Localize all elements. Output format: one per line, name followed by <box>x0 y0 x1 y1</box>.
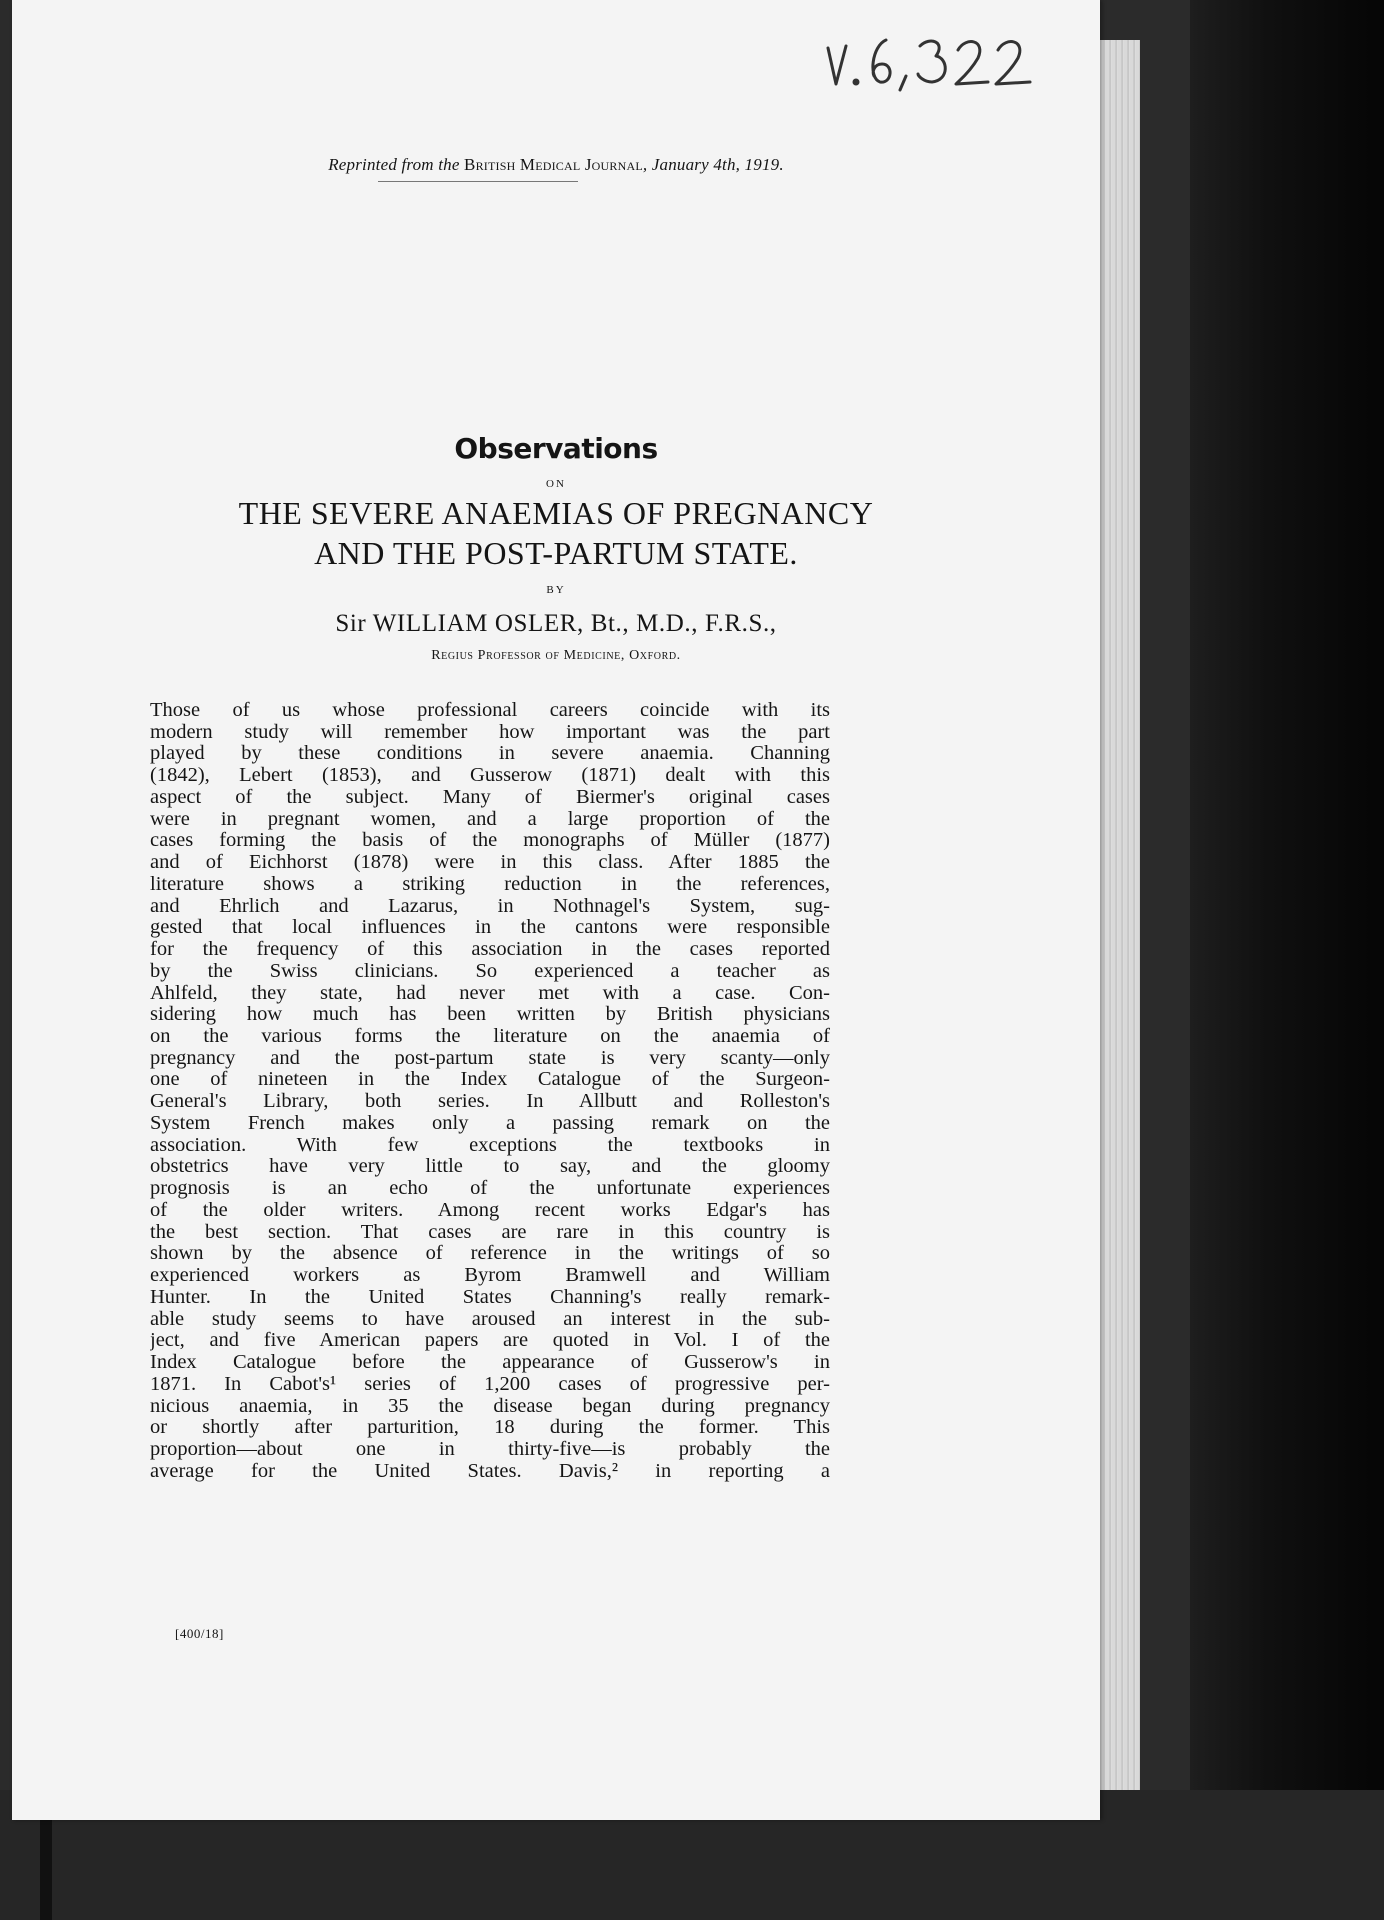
article-title-line-2: AND THE POST-PARTUM STATE. <box>314 535 798 571</box>
author-name: Sir WILLIAM OSLER, Bt., M.D., F.R.S., <box>335 610 777 637</box>
body-line: literature shows a striking reduction in the references, <box>150 873 830 895</box>
body-line: nicious anaemia, in 35 the disease began during pregnancy <box>150 1395 830 1417</box>
title-on: ON <box>546 478 566 490</box>
body-line: were in pregnant women, and a large proportion of the <box>150 808 830 830</box>
author-affiliation: Regius Professor of Medicine, Oxford. <box>431 648 681 663</box>
body-line: experienced workers as Byrom Bramwell and William <box>150 1265 830 1287</box>
article-title <box>12 493 1100 573</box>
body-line: the best section. That cases are rare in this country is <box>150 1221 830 1243</box>
body-line: on the various forms the literature on the anaemia of <box>150 1026 830 1048</box>
body-line: modern study will remember how important was the part <box>150 721 830 743</box>
body-line: gested that local influences in the cantons were responsible <box>150 917 830 939</box>
body-line: of the older writers. Among recent works Edgar's has <box>150 1199 830 1221</box>
printer-signature-mark: [400/18] <box>175 1626 224 1641</box>
body-line: proportion—about one in thirty-five—is probably the <box>150 1438 830 1460</box>
body-line: aspect of the subject. Many of Biermer's original cases <box>150 786 830 808</box>
body-line: average for the United States. Davis,² in reporting a <box>150 1460 830 1482</box>
body-line: shown by the absence of reference in the writings of so <box>150 1243 830 1265</box>
body-line: Index Catalogue before the appearance of Gusserow's in <box>150 1352 830 1374</box>
body-line: cases forming the basis of the monographs of Müller (1877) <box>150 830 830 852</box>
body-line: one of nineteen in the Index Catalogue of the Surgeon- <box>150 1069 830 1091</box>
title-by: BY <box>546 584 566 596</box>
scan-background-right <box>1190 0 1384 1920</box>
journal-name: British Medical Journal <box>464 155 643 174</box>
body-line: prognosis is an echo of the unfortunate experiences <box>150 1178 830 1200</box>
body-line: System French makes only a passing remark on the <box>150 1112 830 1134</box>
body-line: ject, and five American papers are quoted in Vol. I of the <box>150 1330 830 1352</box>
article-title-line-1: THE SEVERE ANAEMIAS OF PREGNANCY <box>238 495 874 531</box>
body-line: for the frequency of this association in the cases reported <box>150 939 830 961</box>
body-line: 1871. In Cabot's¹ series of 1,200 cases of progressive per- <box>150 1373 830 1395</box>
body-line: played by these conditions in severe anaemia. Channing <box>150 743 830 765</box>
body-line: Those of us whose professional careers coincide with its <box>150 700 830 721</box>
body-line: General's Library, both series. In Allbutt and Rolleston's <box>150 1091 830 1113</box>
document-page <box>12 0 1100 1820</box>
handwritten-shelfmark <box>820 18 1040 98</box>
body-line: association. With few exceptions the textbooks in <box>150 1134 830 1156</box>
body-line: or shortly after parturition, 18 during the former. This <box>150 1417 830 1439</box>
body-line: Ahlfeld, they state, had never met with a case. Con- <box>150 982 830 1004</box>
body-line: by the Swiss clinicians. So experienced a teacher as <box>150 960 830 982</box>
stacked-page-edges <box>1100 40 1140 1840</box>
reprint-rule <box>378 181 578 182</box>
article-body <box>150 700 830 1482</box>
body-line: obstetrics have very little to say, and the gloomy <box>150 1156 830 1178</box>
body-line: pregnancy and the post-partum state is very scanty—only <box>150 1047 830 1069</box>
body-line: and Ehrlich and Lazarus, in Nothnagel's System, sug- <box>150 895 830 917</box>
reprint-prefix: Reprinted from the <box>328 155 460 174</box>
reprint-notice <box>12 155 1100 175</box>
body-line: Hunter. In the United States Channing's really remark- <box>150 1286 830 1308</box>
title-observations: Observations <box>454 432 658 465</box>
body-line: and of Eichhorst (1878) were in this class. After 1885 the <box>150 852 830 874</box>
body-line: (1842), Lebert (1853), and Gusserow (1871) dealt with this <box>150 765 830 787</box>
reprint-date: , January 4th, 1919. <box>642 155 784 174</box>
body-line: able study seems to have aroused an interest in the sub- <box>150 1308 830 1330</box>
body-line: sidering how much has been written by British physicians <box>150 1004 830 1026</box>
